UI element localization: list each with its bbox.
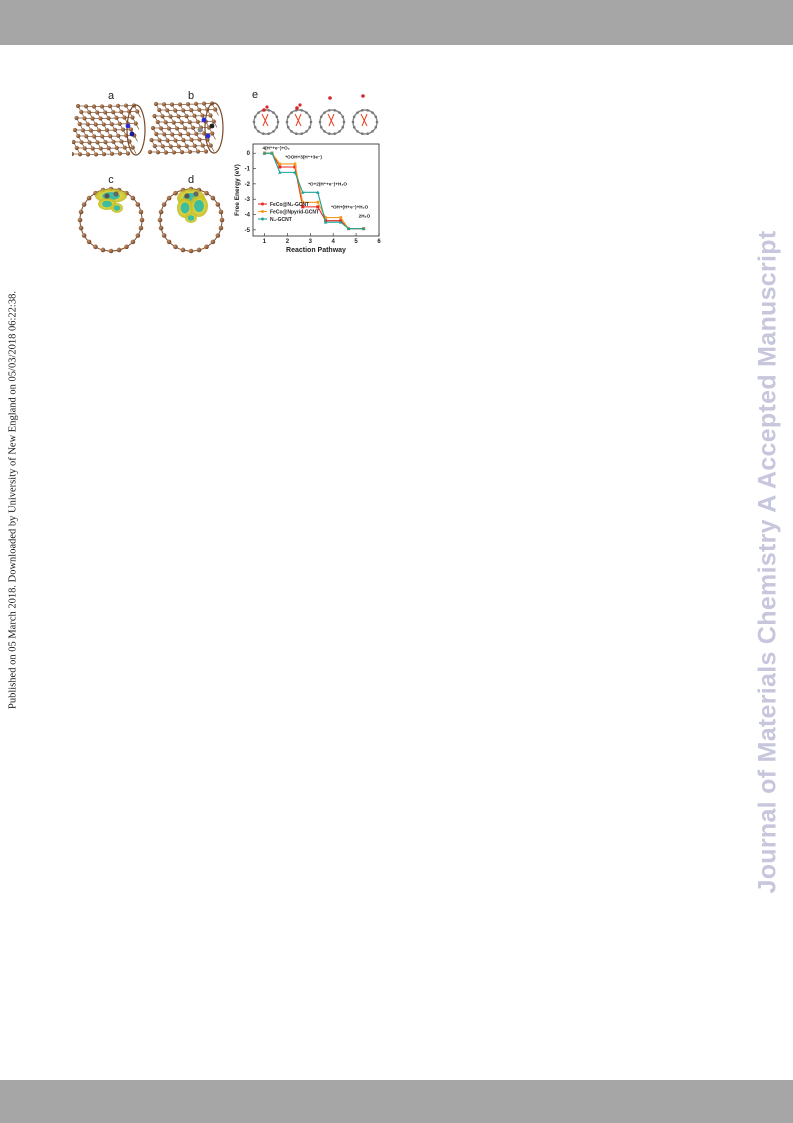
carbon-atom [95,110,99,114]
carbon-atom [84,104,88,108]
carbon-atom [159,126,163,130]
carbon-atom [97,128,101,132]
carbon-atom [78,122,82,126]
carbon-atom [119,139,123,143]
carbon-atom [124,103,128,107]
carbon-atom [114,116,118,120]
energy-diagram [234,144,381,254]
carbon-atom [118,151,122,155]
carbon-atom [157,138,161,142]
x-tick-label: 5 [354,239,358,245]
carbon-atom [103,140,107,144]
thumb-atom [320,115,323,118]
carbon-atom [116,104,120,108]
carbon-atom [178,132,182,136]
series-marker [293,162,296,165]
carbon-atom [98,116,102,120]
thumb-atom [356,111,359,114]
carbon-atom [208,113,212,117]
thumb-atom [254,115,257,118]
carbon-atom [134,121,138,125]
carbon-atom [95,140,99,144]
carbon-atom [84,134,88,138]
thumb-atom [276,115,279,118]
ring-atom [109,249,114,254]
thumb-atom [254,126,257,129]
thumb-atom [309,126,312,129]
thumb-atom [287,115,290,118]
carbon-atom [86,152,90,156]
carbon-atom [194,102,198,106]
x-axis-label: Reaction Pathway [286,247,346,254]
carbon-atom [170,102,174,106]
carbon-atom [213,107,217,111]
ring-atom [204,191,209,196]
panel-label-a: a [107,90,115,102]
carbon-atom [123,145,127,149]
carbon-atom [192,114,196,118]
carbon-atom [210,131,214,135]
carbon-atom [209,143,213,147]
carbon-atom [149,138,153,142]
carbon-atom [188,120,192,124]
carbon-atom [75,146,79,150]
step-label: *O+2(H⁺+e⁻)+H₂O [308,181,347,187]
carbon-atom [105,128,109,132]
thumb-atom [277,121,280,124]
thumb-atom [343,121,346,124]
carbon-atom [184,114,188,118]
legend-label: FeCo@N₄-GCNT [270,201,310,208]
metal-atom [104,193,109,198]
ring-atom [124,245,129,250]
carbon-atom [102,152,106,156]
nanotube-a-image [72,103,145,156]
carbon-atom [76,134,80,138]
dopant-atom [206,134,211,139]
legend-marker [261,210,264,213]
carbon-atom [201,143,205,147]
carbon-atom [107,146,111,150]
thumb-atom [375,115,378,118]
thumb-atom [305,111,308,114]
ring-atom [131,196,136,201]
carbon-atom [185,144,189,148]
carbon-atom [169,144,173,148]
metal-atom [113,191,118,196]
carbon-atom [106,116,110,120]
carbon-atom [74,116,78,120]
thumb-atom [352,121,355,124]
thumb-atom [287,126,290,129]
legend-marker [261,218,264,221]
carbon-atom [79,110,83,114]
thumb-atom [328,109,331,112]
ring-atom [87,240,92,245]
metal-atom [193,191,198,196]
carbon-atom [87,140,91,144]
carbon-atom [111,140,115,144]
thumb-atom [290,111,293,114]
ring-atom [117,248,122,253]
carbon-atom [100,104,104,108]
ring-atom [79,226,84,231]
carbon-atom [164,120,168,124]
carbon-atom [86,122,90,126]
carbon-atom [72,152,74,156]
carbon-atom [92,104,96,108]
carbon-atom [103,110,107,114]
panel-label-d: d [187,174,195,186]
legend-marker [261,203,264,206]
charge-cloud-core [188,215,195,221]
carbon-atom [202,101,206,105]
thumb-atom [328,132,331,135]
charge-density-d-image [158,187,225,254]
carbon-atom [119,110,123,114]
carbon-atom [178,102,182,106]
ring-atom [159,210,164,215]
carbon-atom [177,144,181,148]
thumb-atom [376,121,379,124]
carbon-atom [92,134,96,138]
carbon-atom [173,138,177,142]
thumb-atom [262,132,265,135]
carbon-atom [167,126,171,130]
ring-atom [131,240,136,245]
ring-atom [173,191,178,196]
ring-atom [87,196,92,201]
carbon-atom [180,120,184,124]
y-tick-label: -1 [244,166,250,173]
x-tick-label: 6 [377,239,381,245]
carbon-atom [129,127,133,131]
thumb-atom [342,126,345,129]
ring-atom [204,245,209,250]
carbon-atom [100,134,104,138]
ring-atom [78,218,83,223]
ring-atom [139,210,144,215]
thumb-atom [290,130,293,133]
thumb-atom [338,130,341,133]
carbon-atom [135,109,139,113]
thumb-atom [361,109,364,112]
ring-atom [173,245,178,250]
series-marker [316,205,319,208]
ring-atom [220,218,225,223]
carbon-atom [197,108,201,112]
carbon-atom [188,150,192,154]
carbon-atom [189,138,193,142]
thumb-atom [272,111,275,114]
carbon-atom [102,122,106,126]
panel-label-e: e [251,89,259,101]
panel-label-c: c [108,174,114,186]
thumb-atom [353,115,356,118]
carbon-atom [186,102,190,106]
ring-atom [101,248,106,253]
thumb-atom [253,121,256,124]
dopant-atom [126,124,131,129]
thumb-atom [309,115,312,118]
carbon-atom [173,108,177,112]
dopant-atom [198,128,203,133]
carbon-atom [152,114,156,118]
ring-atom [167,196,172,201]
thumb-atom [300,109,303,112]
carbon-atom [189,108,193,112]
ring-atom [211,240,216,245]
y-tick-label: -3 [244,197,250,204]
thumb-atom [366,109,369,112]
oxygen-atom [328,96,332,100]
ring-atom [219,210,224,215]
x-tick-label: 2 [285,239,290,245]
ring-atom [93,245,98,250]
charge-cloud-core [194,200,204,212]
carbon-atom [116,134,120,138]
carbon-atom [196,120,200,124]
carbon-atom [154,102,158,106]
y-tick-label: -2 [244,181,250,188]
carbon-atom [165,108,169,112]
carbon-atom [121,127,125,131]
journal-watermark-text: Journal of Materials Chemistry A Accepted Manuscript [753,230,782,894]
series-marker [278,162,281,165]
thumb-atom [300,132,303,135]
carbon-atom [110,152,114,156]
carbon-atom [83,146,87,150]
y-tick-label: -4 [244,212,250,219]
step-label: *OH+(H+e⁻)+H₂O [331,204,369,210]
oxygen-atom [265,105,268,108]
x-tick-label: 4 [331,239,335,245]
carbon-atom [162,102,166,106]
footer-bar [0,1080,793,1123]
x-tick-label: 3 [308,239,312,245]
thumb-atom [375,126,378,129]
carbon-atom [156,120,160,124]
ring-atom [216,233,221,238]
nanotube-b-image [148,101,223,154]
carbon-atom [108,134,112,138]
step-label: 4(H⁺+e⁻)+O₂ [262,145,290,151]
carbon-atom [176,114,180,118]
charge-cloud-core [181,203,190,214]
carbon-atom [111,110,115,114]
thumb-atom [267,132,270,135]
thumb-atom [333,132,336,135]
ring-atom [82,233,87,238]
carbon-atom [196,149,200,153]
ring-atom [219,226,224,231]
carbon-atom [172,150,176,154]
oxygen-atom [262,108,266,112]
header-bar [0,0,793,45]
carbon-atom [168,114,172,118]
thumb-atom [361,132,364,135]
thumb-atom [276,126,279,129]
thumb-atom [342,115,345,118]
carbon-atom [94,152,98,156]
thumb-atom [356,130,359,133]
ring-atom [162,233,167,238]
carbon-atom [126,151,130,155]
thumb-atom [323,111,326,114]
series-marker [339,216,342,219]
legend-label: FeCo@Npyrid-GCNT [270,209,320,216]
ring-atom [211,196,216,201]
carbon-atom [94,122,98,126]
thumb-atom [320,126,323,129]
oxygen-atom [361,94,365,98]
x-tick-label: 1 [262,239,267,245]
carbon-atom [156,150,160,154]
thumb-atom [338,111,341,114]
series-marker [316,201,319,204]
carbon-atom [118,122,122,126]
carbon-atom [122,115,126,119]
carbon-atom [90,116,94,120]
step-label: *OOH+3(H⁺+3e⁻) [285,154,322,160]
carbon-atom [191,126,195,130]
carbon-atom [76,104,80,108]
carbon-atom [181,108,185,112]
carbon-atom [186,132,190,136]
ring-atom [139,226,144,231]
carbon-atom [110,122,114,126]
carbon-atom [131,145,135,149]
thumb-atom [257,111,260,114]
carbon-atom [91,146,95,150]
carbon-atom [79,140,83,144]
carbon-atom [130,115,134,119]
legend-label: N₄-GCNT [270,216,292,223]
series-marker [278,166,281,169]
step-label: 2H₂O [358,213,371,219]
thumb-atom [371,130,374,133]
charge-cloud-core [102,201,112,208]
y-axis-label: Free Energy (eV) [234,164,241,216]
thumb-atom [371,111,374,114]
thumb-atom [257,130,260,133]
carbon-atom [115,146,119,150]
thumb-atom [310,121,313,124]
carbon-atom [154,132,158,136]
oxygen-atom [295,106,299,110]
thumb-atom [319,121,322,124]
carbon-atom [153,144,157,148]
figure-svg [72,84,384,256]
thumb-atom [267,109,270,112]
carbon-atom [170,132,174,136]
carbon-atom [204,149,208,153]
carbon-atom [175,126,179,130]
thumb-atom [323,130,326,133]
published-note-text: Published on 05 March 2018. Downloaded by University of New England on 05/03/2018 06:22:38. [7,291,19,709]
dopant-atom [202,118,207,123]
carbon-atom [212,119,216,123]
carbon-atom [99,146,103,150]
charge-density-c-image [78,187,145,254]
carbon-atom [180,150,184,154]
ring-atom [216,202,221,207]
thumb-atom [295,132,298,135]
ring-atom [197,248,202,253]
carbon-atom [78,152,82,156]
thumb-atom [333,109,336,112]
ring-atom [159,226,164,231]
carbon-atom [148,150,152,154]
thumb-atom [305,130,308,133]
ring-atom [162,202,167,207]
figure [72,84,384,256]
thumb-atom [353,126,356,129]
carbon-atom [87,110,91,114]
carbon-atom [81,128,85,132]
ring-atom [158,218,163,223]
carbon-atom [161,144,165,148]
ring-atom [136,233,141,238]
ring-atom [167,240,172,245]
carbon-atom [162,132,166,136]
carbon-atom [172,120,176,124]
thumb-atom [286,121,289,124]
carbon-atom [183,126,187,130]
carbon-atom [181,138,185,142]
carbon-atom [160,114,164,118]
ring-atom [79,210,84,215]
y-tick-label: -5 [244,227,250,234]
carbon-atom [72,140,76,144]
thumb-atom [272,130,275,133]
carbon-atom [108,104,112,108]
carbon-atom [164,150,168,154]
carbon-atom [193,144,197,148]
metal-atom [184,193,189,198]
ring-atom [189,249,194,254]
carbon-atom [197,137,201,141]
dopant-atom [210,124,215,129]
oxygen-atom [298,103,301,106]
adsorption-thumbnails [253,94,379,135]
dopant-atom [130,132,135,137]
carbon-atom [73,128,77,132]
y-tick-label: 0 [246,151,250,158]
ring-atom [181,248,186,253]
ring-atom [140,218,145,223]
carbon-atom [113,128,117,132]
carbon-atom [194,132,198,136]
carbon-atom [89,128,93,132]
carbon-atom [151,126,155,130]
carbon-atom [157,108,161,112]
ring-atom [82,202,87,207]
charge-cloud-core [114,205,121,211]
panel-label-b: b [187,90,195,102]
carbon-atom [200,113,204,117]
ring-atom [136,202,141,207]
carbon-atom [165,138,169,142]
carbon-atom [82,116,86,120]
thumb-atom [366,132,369,135]
